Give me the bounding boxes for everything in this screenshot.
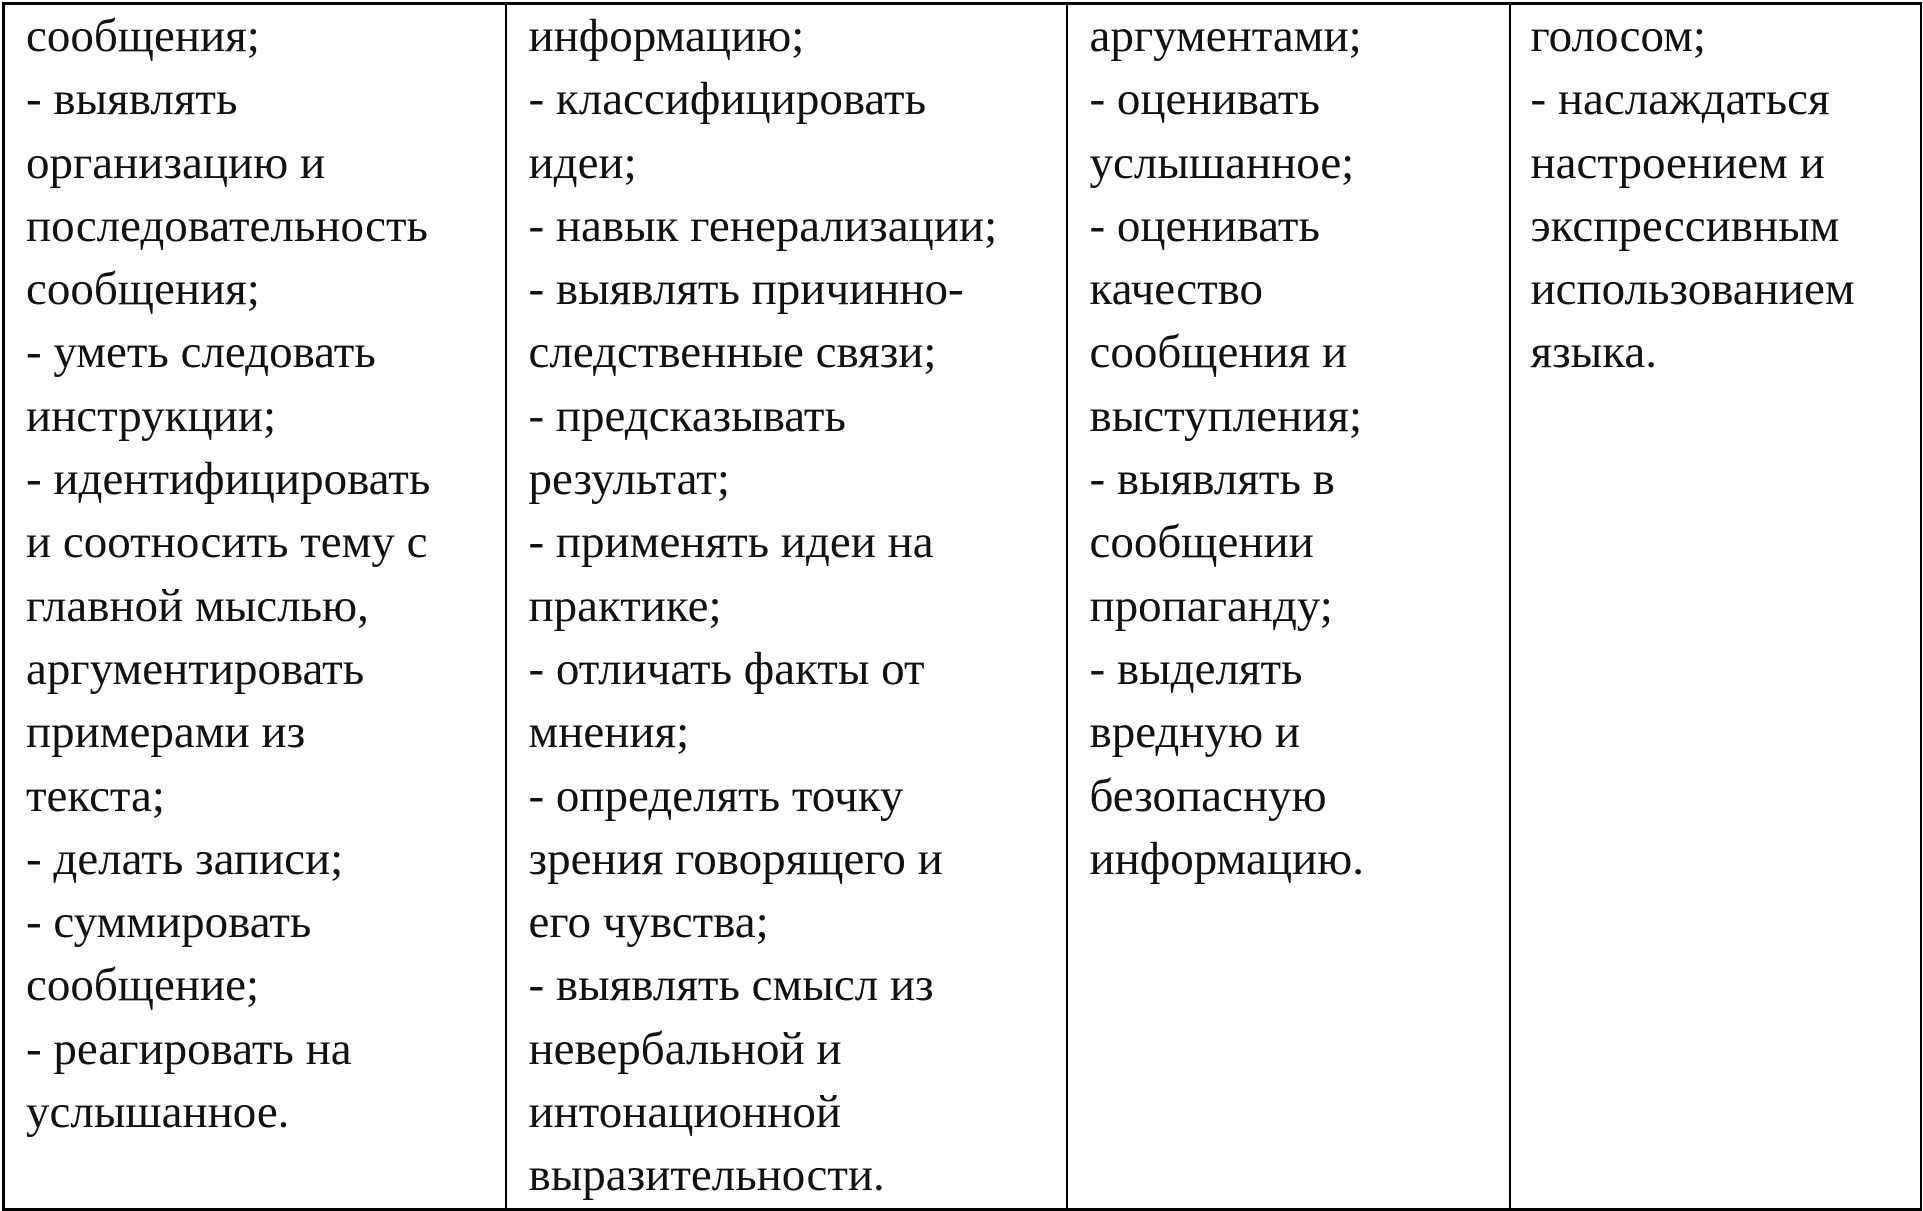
cell-line: сообщения;: [26, 10, 260, 62]
cell-line: сообщения и: [1089, 326, 1348, 379]
cell-line: использованием: [1530, 263, 1855, 316]
cell-line: - определять точку: [528, 769, 904, 822]
cell-line: результат;: [528, 453, 730, 506]
cell-line: - классифицировать: [528, 73, 927, 126]
cell-line: - предсказывать: [528, 389, 846, 442]
cell-line: следственные связи;: [528, 326, 937, 379]
cell-line: - выявлять причинно-: [528, 263, 964, 316]
cell-line: качество: [1089, 263, 1264, 316]
cell-line: зрения говорящего и: [528, 832, 943, 885]
cell-line: информацию;: [528, 10, 805, 62]
cell-line: сообщение;: [26, 959, 260, 1012]
cell-line: практике;: [528, 579, 722, 632]
table-cell-column-4: [1510, 4, 1921, 1210]
cell-line: вредную и: [1089, 706, 1301, 759]
cell-line: экспрессивным: [1530, 199, 1840, 252]
cell-line: примерами из: [26, 706, 306, 759]
table-cell-column-2: [506, 4, 1067, 1210]
cell-line: аргументами;: [1089, 10, 1362, 62]
cell-line: - делать записи;: [26, 832, 344, 885]
cell-line: выразительности.: [528, 1149, 885, 1202]
cell-line: информацию.: [1089, 832, 1364, 885]
cell-line: - оценивать: [1089, 73, 1320, 126]
cell-line: голосом;: [1530, 10, 1706, 62]
cell-line: языка.: [1530, 326, 1657, 379]
cell-line: - выделять: [1089, 642, 1303, 695]
cell-line: интонационной: [528, 1086, 841, 1139]
cell-line: сообщения;: [26, 263, 260, 316]
cell-text: [1511, 5, 1920, 385]
cell-line: инструкции;: [26, 389, 277, 442]
cell-line: - оценивать: [1089, 199, 1320, 252]
cell-line: услышанное;: [1089, 136, 1355, 189]
table-cell-column-3: [1067, 4, 1510, 1210]
cell-line: - выявлять: [26, 73, 238, 126]
table-cell-column-1: [4, 4, 506, 1210]
cell-line: идеи;: [528, 136, 637, 189]
cell-line: - наслаждаться: [1530, 73, 1830, 126]
cell-line: текста;: [26, 769, 165, 822]
cell-line: - реагировать на: [26, 1022, 352, 1075]
cell-line: последовательность: [26, 199, 428, 252]
cell-line: его чувства;: [528, 896, 769, 949]
skills-table: [2, 2, 1922, 1211]
cell-line: мнения;: [528, 706, 690, 759]
cell-line: организацию и: [26, 136, 326, 189]
cell-line: невербальной и: [528, 1022, 842, 1075]
cell-line: - уметь следовать: [26, 326, 376, 379]
cell-line: пропаганду;: [1089, 579, 1333, 632]
cell-text: [5, 5, 505, 1144]
cell-line: услышанное.: [26, 1086, 290, 1139]
cell-line: выступления;: [1089, 389, 1362, 442]
cell-line: безопасную: [1089, 769, 1327, 822]
cell-line: - идентифицировать: [26, 453, 431, 506]
cell-line: - суммировать: [26, 896, 312, 949]
cell-text: [1068, 5, 1509, 891]
table-row: [4, 4, 1921, 1210]
cell-text: [507, 5, 1066, 1208]
cell-line: - выявлять смысл из: [528, 959, 934, 1012]
cell-line: - навык генерализации;: [528, 199, 998, 252]
cell-line: сообщении: [1089, 516, 1314, 569]
cell-line: и соотносить тему с: [26, 516, 428, 569]
cell-line: - выявлять в: [1089, 453, 1335, 506]
cell-line: аргументировать: [26, 642, 365, 695]
cell-line: настроением и: [1530, 136, 1825, 189]
cell-line: - применять идеи на: [528, 516, 934, 569]
cell-line: главной мыслью,: [26, 579, 369, 632]
cell-line: - отличать факты от: [528, 642, 925, 695]
